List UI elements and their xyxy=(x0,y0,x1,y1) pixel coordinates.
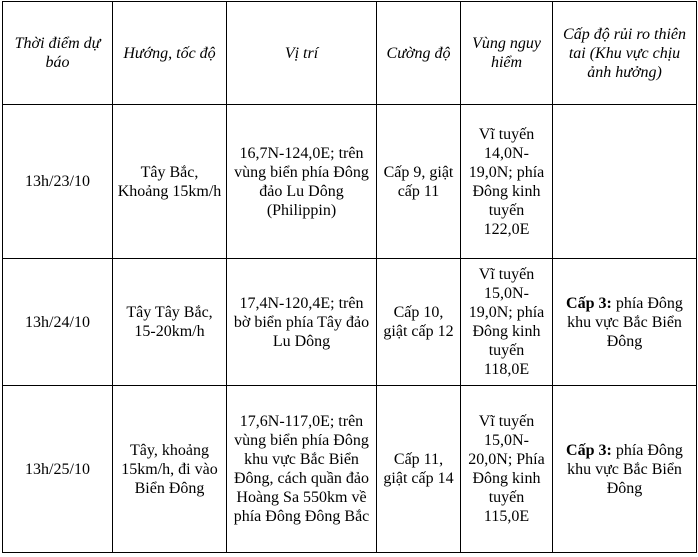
cell-direction: Tây Bắc, Khoảng 15km/h xyxy=(113,105,227,259)
header-danger-zone: Vùng nguy hiểm xyxy=(461,2,553,105)
cell-intensity: Cấp 11, giật cấp 14 xyxy=(377,386,461,553)
cell-danger-zone: Vĩ tuyến 15,0N-19,0N; phía Đông kinh tuyến 118,0E xyxy=(461,259,553,386)
header-time: Thời điểm dự báo xyxy=(3,2,113,105)
risk-area: phía Đông khu vực Bắc Biển Đông xyxy=(567,441,683,497)
header-intensity: Cường độ xyxy=(377,2,461,105)
table-row xyxy=(3,386,697,553)
cell-position: 16,7N-124,0E; trên vùng biển phía Đông đảo Lu Dông (Philippin) xyxy=(227,105,377,259)
table-row xyxy=(3,259,697,386)
header-risk: Cấp độ rủi ro thiên tai (Khu vực chịu ảnh hưởng) xyxy=(553,2,697,105)
forecast-table xyxy=(2,1,697,553)
header-position: Vị trí xyxy=(227,2,377,105)
cell-time: 13h/23/10 xyxy=(3,105,113,259)
cell-position: 17,4N-120,4E; trên bờ biển phía Tây đảo Lu Dông xyxy=(227,259,377,386)
header-row xyxy=(3,2,697,105)
risk-area: phía Đông khu vực Bắc Biển Đông xyxy=(567,294,683,350)
cell-risk xyxy=(553,105,697,259)
cell-position: 17,6N-117,0E; trên vùng biển phía Đông khu vực Bắc Biển Đông, cách quần đảo Hoàng Sa 550km về phía Đông Đông Bắc xyxy=(227,386,377,553)
risk-level: Cấp 3: xyxy=(566,294,612,312)
cell-danger-zone: Vĩ tuyến 14,0N-19,0N; phía Đông kinh tuyến 122,0E xyxy=(461,105,553,259)
cell-intensity: Cấp 9, giật cấp 11 xyxy=(377,105,461,259)
cell-direction: Tây, khoảng 15km/h, đi vào Biển Đông xyxy=(113,386,227,553)
cell-danger-zone: Vĩ tuyến 15,0N-20,0N; Phía Đông kinh tuyến 115,0E xyxy=(461,386,553,553)
cell-risk xyxy=(553,259,697,386)
risk-level: Cấp 3: xyxy=(566,441,612,459)
cell-intensity: Cấp 10, giật cấp 12 xyxy=(377,259,461,386)
table-row xyxy=(3,105,697,259)
cell-direction: Tây Tây Bắc, 15-20km/h xyxy=(113,259,227,386)
header-direction: Hướng, tốc độ xyxy=(113,2,227,105)
cell-risk xyxy=(553,386,697,553)
cell-time: 13h/24/10 xyxy=(3,259,113,386)
cell-time: 13h/25/10 xyxy=(3,386,113,553)
